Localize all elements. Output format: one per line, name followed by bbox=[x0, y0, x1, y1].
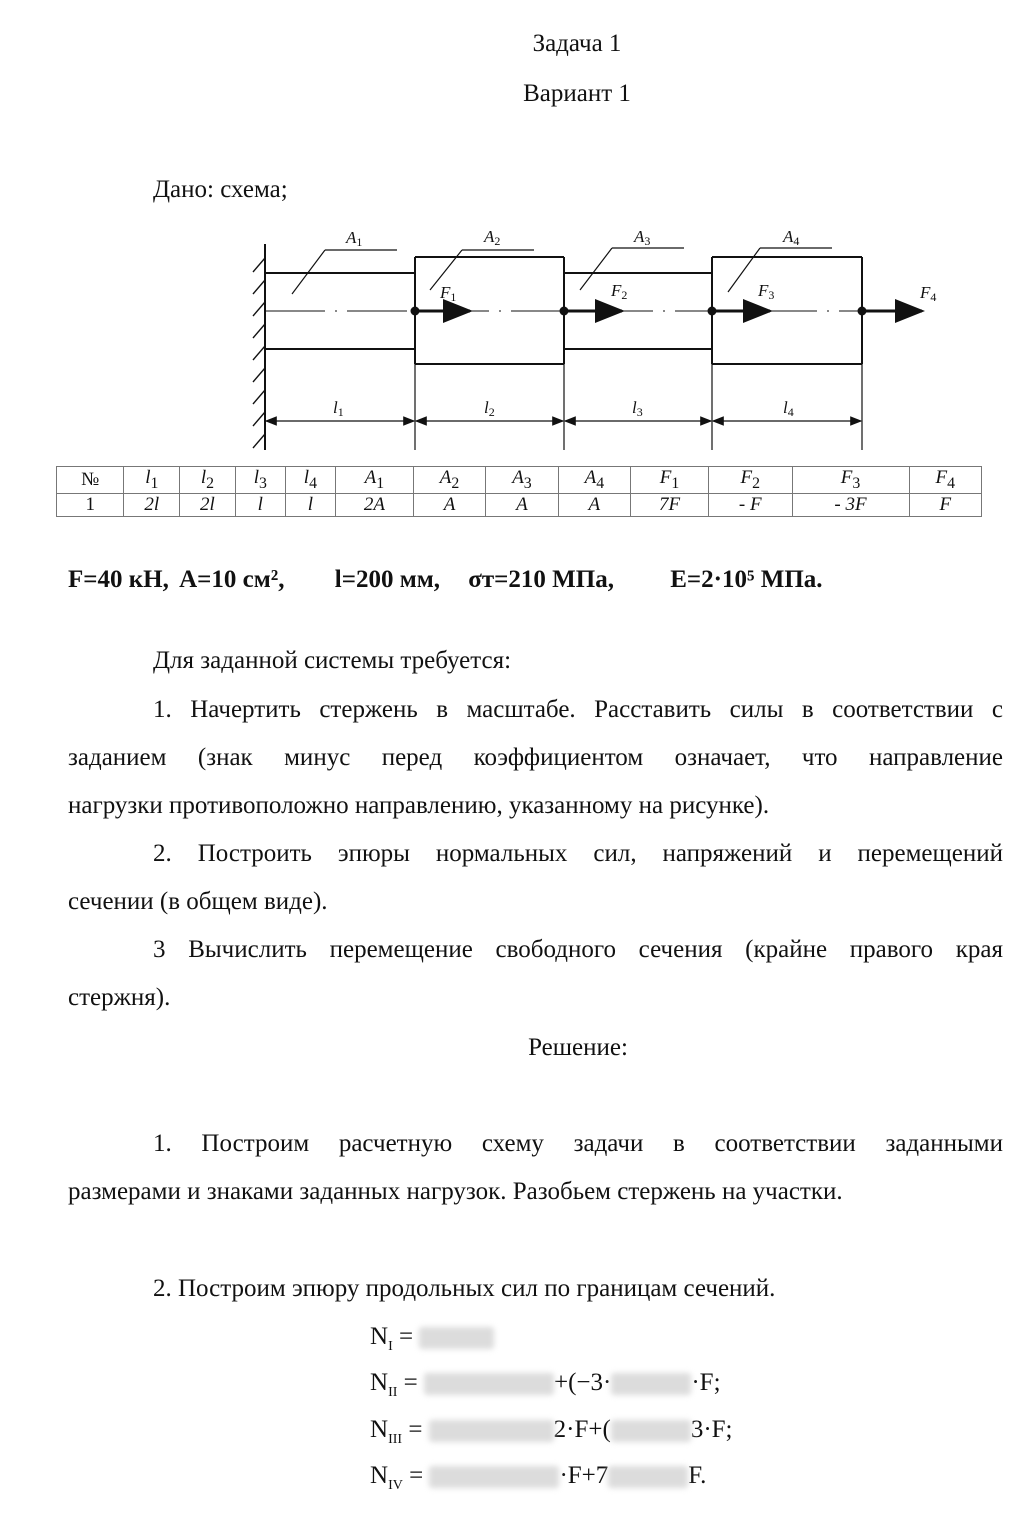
table-header-cell: $l_3$ bbox=[235, 467, 285, 494]
given-label: Дано: схема; bbox=[153, 176, 288, 203]
table-header-cell: № bbox=[57, 467, 124, 494]
rod-diagram bbox=[240, 222, 960, 458]
table-header-row bbox=[57, 467, 982, 494]
formula-n2: $N_{II} = +(-3\cdot \cdot F$; bbox=[370, 1369, 721, 1400]
formula-n1: $N_I$ = bbox=[370, 1322, 494, 1362]
table-header-cell: $F_2$ bbox=[709, 467, 793, 494]
solution1-line1: 1. Построим расчетную схему задачи в соответствии заданными bbox=[153, 1130, 1003, 1157]
obscured-region bbox=[611, 1373, 691, 1395]
table-header-cell: $F_3$ bbox=[792, 467, 909, 494]
item1-line1: 1. Начертить стержень в масштабе. Расставить силы в соответствии с bbox=[153, 696, 1003, 723]
table-cell: l bbox=[235, 493, 285, 516]
force-label-f3: F3 bbox=[758, 281, 775, 302]
table-cell: 7F bbox=[631, 493, 709, 516]
param-yield-stress: σт=210 МПа, bbox=[468, 566, 614, 593]
obscured-region bbox=[419, 1327, 494, 1349]
table-cell: - 3F bbox=[792, 493, 909, 516]
table-cell: F bbox=[909, 493, 981, 516]
variant-title: Вариант 1 bbox=[523, 80, 631, 107]
param-area: A=10 см², bbox=[179, 566, 285, 593]
item2-line1: 2. Построить эпюры нормальных сил, напряжений и перемещений bbox=[153, 840, 1003, 867]
obscured-region bbox=[429, 1466, 559, 1488]
table-header-cell: $A_1$ bbox=[335, 467, 413, 494]
table-header-cell: $A_2$ bbox=[413, 467, 485, 494]
item3-line2: стержня). bbox=[68, 984, 171, 1011]
table-cell: 2l bbox=[124, 493, 180, 516]
variant-table bbox=[56, 466, 982, 517]
item1-line3: нагрузки противоположно направлению, указанному на рисунке). bbox=[68, 792, 770, 819]
table-cell: A bbox=[486, 493, 558, 516]
area-label-a2: A2 bbox=[484, 227, 501, 248]
given-parameters bbox=[68, 566, 823, 594]
area-label-a3: A3 bbox=[634, 227, 651, 248]
table-header-cell: $l_2$ bbox=[180, 467, 236, 494]
length-label-l1: l1 bbox=[333, 398, 344, 419]
obscured-region bbox=[424, 1373, 554, 1395]
obscured-region bbox=[611, 1420, 691, 1442]
table-header-cell: $A_3$ bbox=[486, 467, 558, 494]
task-title: Задача 1 bbox=[532, 30, 622, 57]
length-label-l3: l3 bbox=[632, 398, 643, 419]
table-header-cell: $l_1$ bbox=[124, 467, 180, 494]
table-row bbox=[57, 493, 982, 516]
table-cell: l bbox=[285, 493, 335, 516]
solution1-line2: размерами и знаками заданных нагрузок. Разобьем стержень на участки. bbox=[68, 1178, 843, 1205]
table-header-cell: $F_4$ bbox=[909, 467, 981, 494]
param-force: F=40 кН, bbox=[68, 566, 169, 593]
area-label-a4: A4 bbox=[783, 227, 800, 248]
force-label-f1: F1 bbox=[440, 283, 457, 304]
table-cell: 1 bbox=[57, 493, 124, 516]
param-length: l=200 мм, bbox=[334, 566, 441, 593]
table-cell: A bbox=[413, 493, 485, 516]
length-label-l2: l2 bbox=[484, 398, 495, 419]
param-modulus: E=2·10⁵ МПа. bbox=[670, 566, 823, 593]
obscured-region bbox=[429, 1420, 554, 1442]
formula-n4: $N_{IV} = \cdot F+7$ F. bbox=[370, 1462, 707, 1493]
solution2-line: 2. Построим эпюру продольных сил по границам сечений. bbox=[153, 1275, 776, 1302]
table-cell: 2l bbox=[180, 493, 236, 516]
force-label-f4: F4 bbox=[920, 283, 937, 304]
item2-line2: сечении (в общем виде). bbox=[68, 888, 328, 915]
formula-n3: $N_{III} = 2\cdot F+$( 3·F; bbox=[370, 1416, 733, 1447]
table-cell: - F bbox=[709, 493, 793, 516]
table-header-cell: $A_4$ bbox=[558, 467, 630, 494]
table-cell: A bbox=[558, 493, 630, 516]
force-label-f2: F2 bbox=[611, 281, 628, 302]
obscured-region bbox=[608, 1466, 688, 1488]
table-header-cell: $l_4$ bbox=[285, 467, 335, 494]
table-header-cell: $F_1$ bbox=[631, 467, 709, 494]
item3-line1: 3 Вычислить перемещение свободного сечения (крайне правого края bbox=[153, 936, 1003, 963]
table-cell: 2A bbox=[335, 493, 413, 516]
solution-heading: Решение: bbox=[528, 1034, 628, 1061]
length-label-l4: l4 bbox=[783, 398, 794, 419]
intro-text: Для заданной системы требуется: bbox=[153, 647, 512, 674]
item1-line2: заданием (знак минус перед коэффициентом означает, что направление bbox=[68, 744, 1003, 771]
area-label-a1: A1 bbox=[346, 228, 363, 249]
